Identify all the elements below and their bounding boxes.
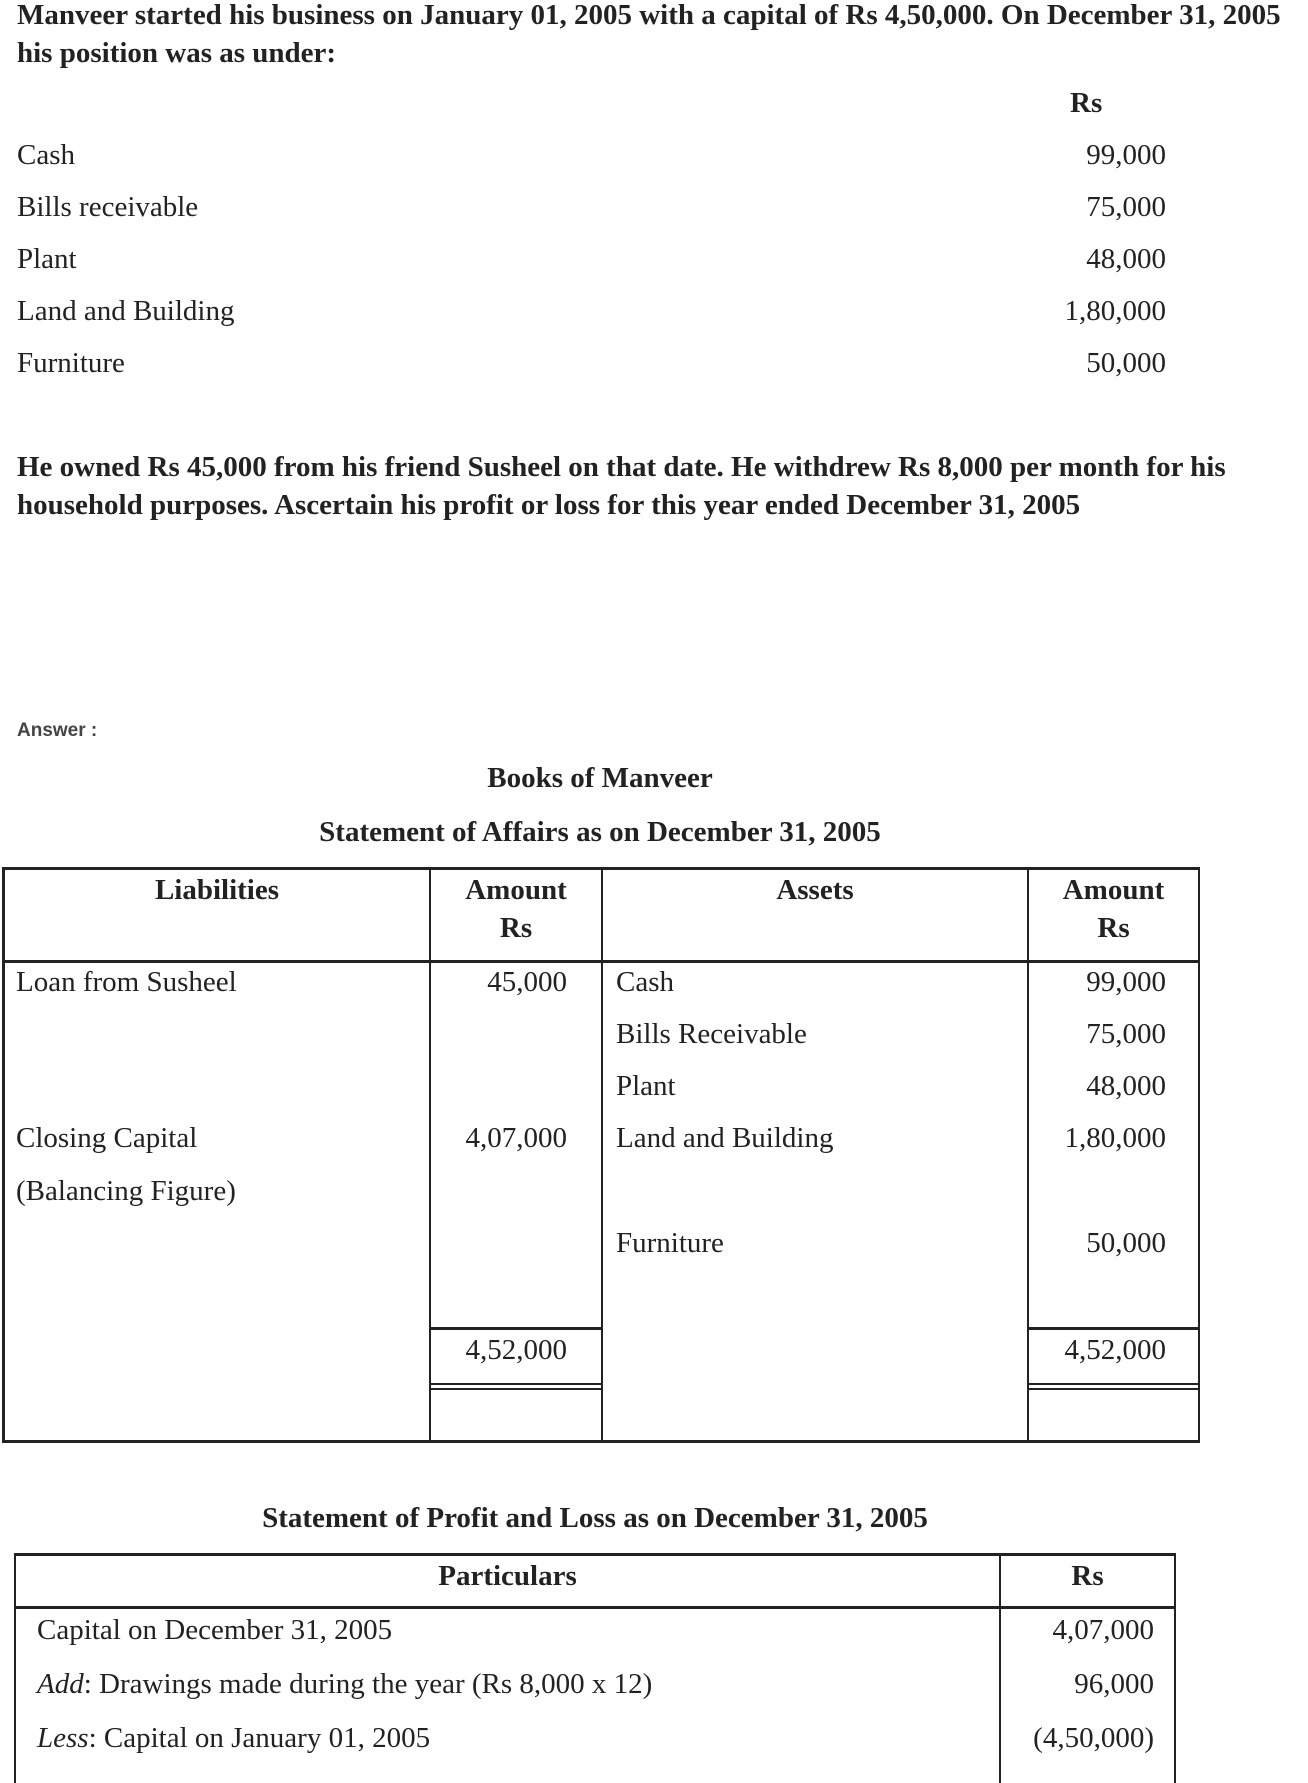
pl-row-label: : Capital on January 01, 2005 — [88, 1722, 431, 1754]
pl-row-label: Capital on December 31, 2005 — [37, 1614, 393, 1646]
asset-label: Cash — [616, 966, 674, 998]
header-rs: Rs — [1097, 912, 1130, 944]
position-label: Plant — [17, 243, 77, 275]
book-title: Books of Manveer — [487, 762, 713, 794]
question-details: He owned Rs 45,000 from his friend Susheel on that date. He withdrew Rs 8,000 per month for his household purposes. Ascertain his profit or loss for this year ended December 31, 2005 — [17, 451, 1226, 521]
asset-amount: 50,000 — [1086, 1227, 1166, 1259]
asset-amount: 75,000 — [1086, 1018, 1166, 1050]
total-assets: 4,52,000 — [1064, 1334, 1166, 1366]
header-rs: Rs — [499, 912, 533, 944]
position-amount: 75,000 — [1086, 191, 1166, 223]
pl-row-amount: (4,50,000) — [1033, 1722, 1154, 1754]
header-liabilities: Liabilities — [154, 874, 280, 906]
asset-label: Furniture — [616, 1227, 724, 1259]
position-amount: 48,000 — [1086, 243, 1166, 275]
pl-title: Statement of Profit and Loss as on December 31, 2005 — [262, 1502, 928, 1534]
answer-label: Answer : — [17, 720, 98, 741]
position-label: Bills receivable — [17, 191, 199, 223]
liability-label: (Balancing Figure) — [16, 1175, 236, 1207]
liability-label: Closing Capital — [16, 1122, 198, 1154]
header-rs: Rs — [1071, 1560, 1104, 1592]
pl-row-label: : Drawings made during the year (Rs 8,000 x 12) — [83, 1668, 653, 1700]
currency-header: Rs — [1070, 87, 1103, 119]
pl-row-amount: 96,000 — [1074, 1668, 1154, 1700]
pl-row-prefix: Less — [37, 1722, 89, 1754]
header-amount: Amount — [465, 874, 567, 906]
liability-label: Loan from Susheel — [16, 966, 237, 998]
pl-row — [37, 1665, 652, 1703]
pl-row — [37, 1611, 392, 1649]
position-label: Land and Building — [17, 295, 235, 327]
affairs-title: Statement of Affairs as on December 31, 2005 — [319, 816, 881, 848]
pl-row-prefix: Add — [37, 1668, 84, 1700]
pl-row — [37, 1719, 430, 1757]
asset-amount: 48,000 — [1086, 1070, 1166, 1102]
header-particulars: Particulars — [438, 1560, 577, 1592]
position-amount: 50,000 — [1086, 347, 1166, 379]
header-assets: Assets — [776, 874, 854, 906]
position-amount: 99,000 — [1086, 139, 1166, 171]
pl-row-amount: 4,07,000 — [1052, 1614, 1154, 1646]
liability-amount: 4,07,000 — [465, 1122, 567, 1154]
position-label: Furniture — [17, 347, 125, 379]
position-amount: 1,80,000 — [1064, 295, 1166, 327]
asset-label: Bills Receivable — [616, 1018, 807, 1050]
asset-label: Plant — [616, 1070, 676, 1102]
position-label: Cash — [17, 139, 75, 171]
asset-amount: 1,80,000 — [1064, 1122, 1166, 1154]
total-liabilities: 4,52,000 — [465, 1334, 567, 1366]
asset-label: Land and Building — [616, 1122, 834, 1154]
asset-amount: 99,000 — [1086, 966, 1166, 998]
header-amount: Amount — [1062, 874, 1165, 906]
question-intro: Manveer started his business on January 01, 2005 with a capital of Rs 4,50,000. On December 31, 2005 his position was as under: — [17, 0, 1281, 69]
liability-amount: 45,000 — [487, 966, 567, 998]
